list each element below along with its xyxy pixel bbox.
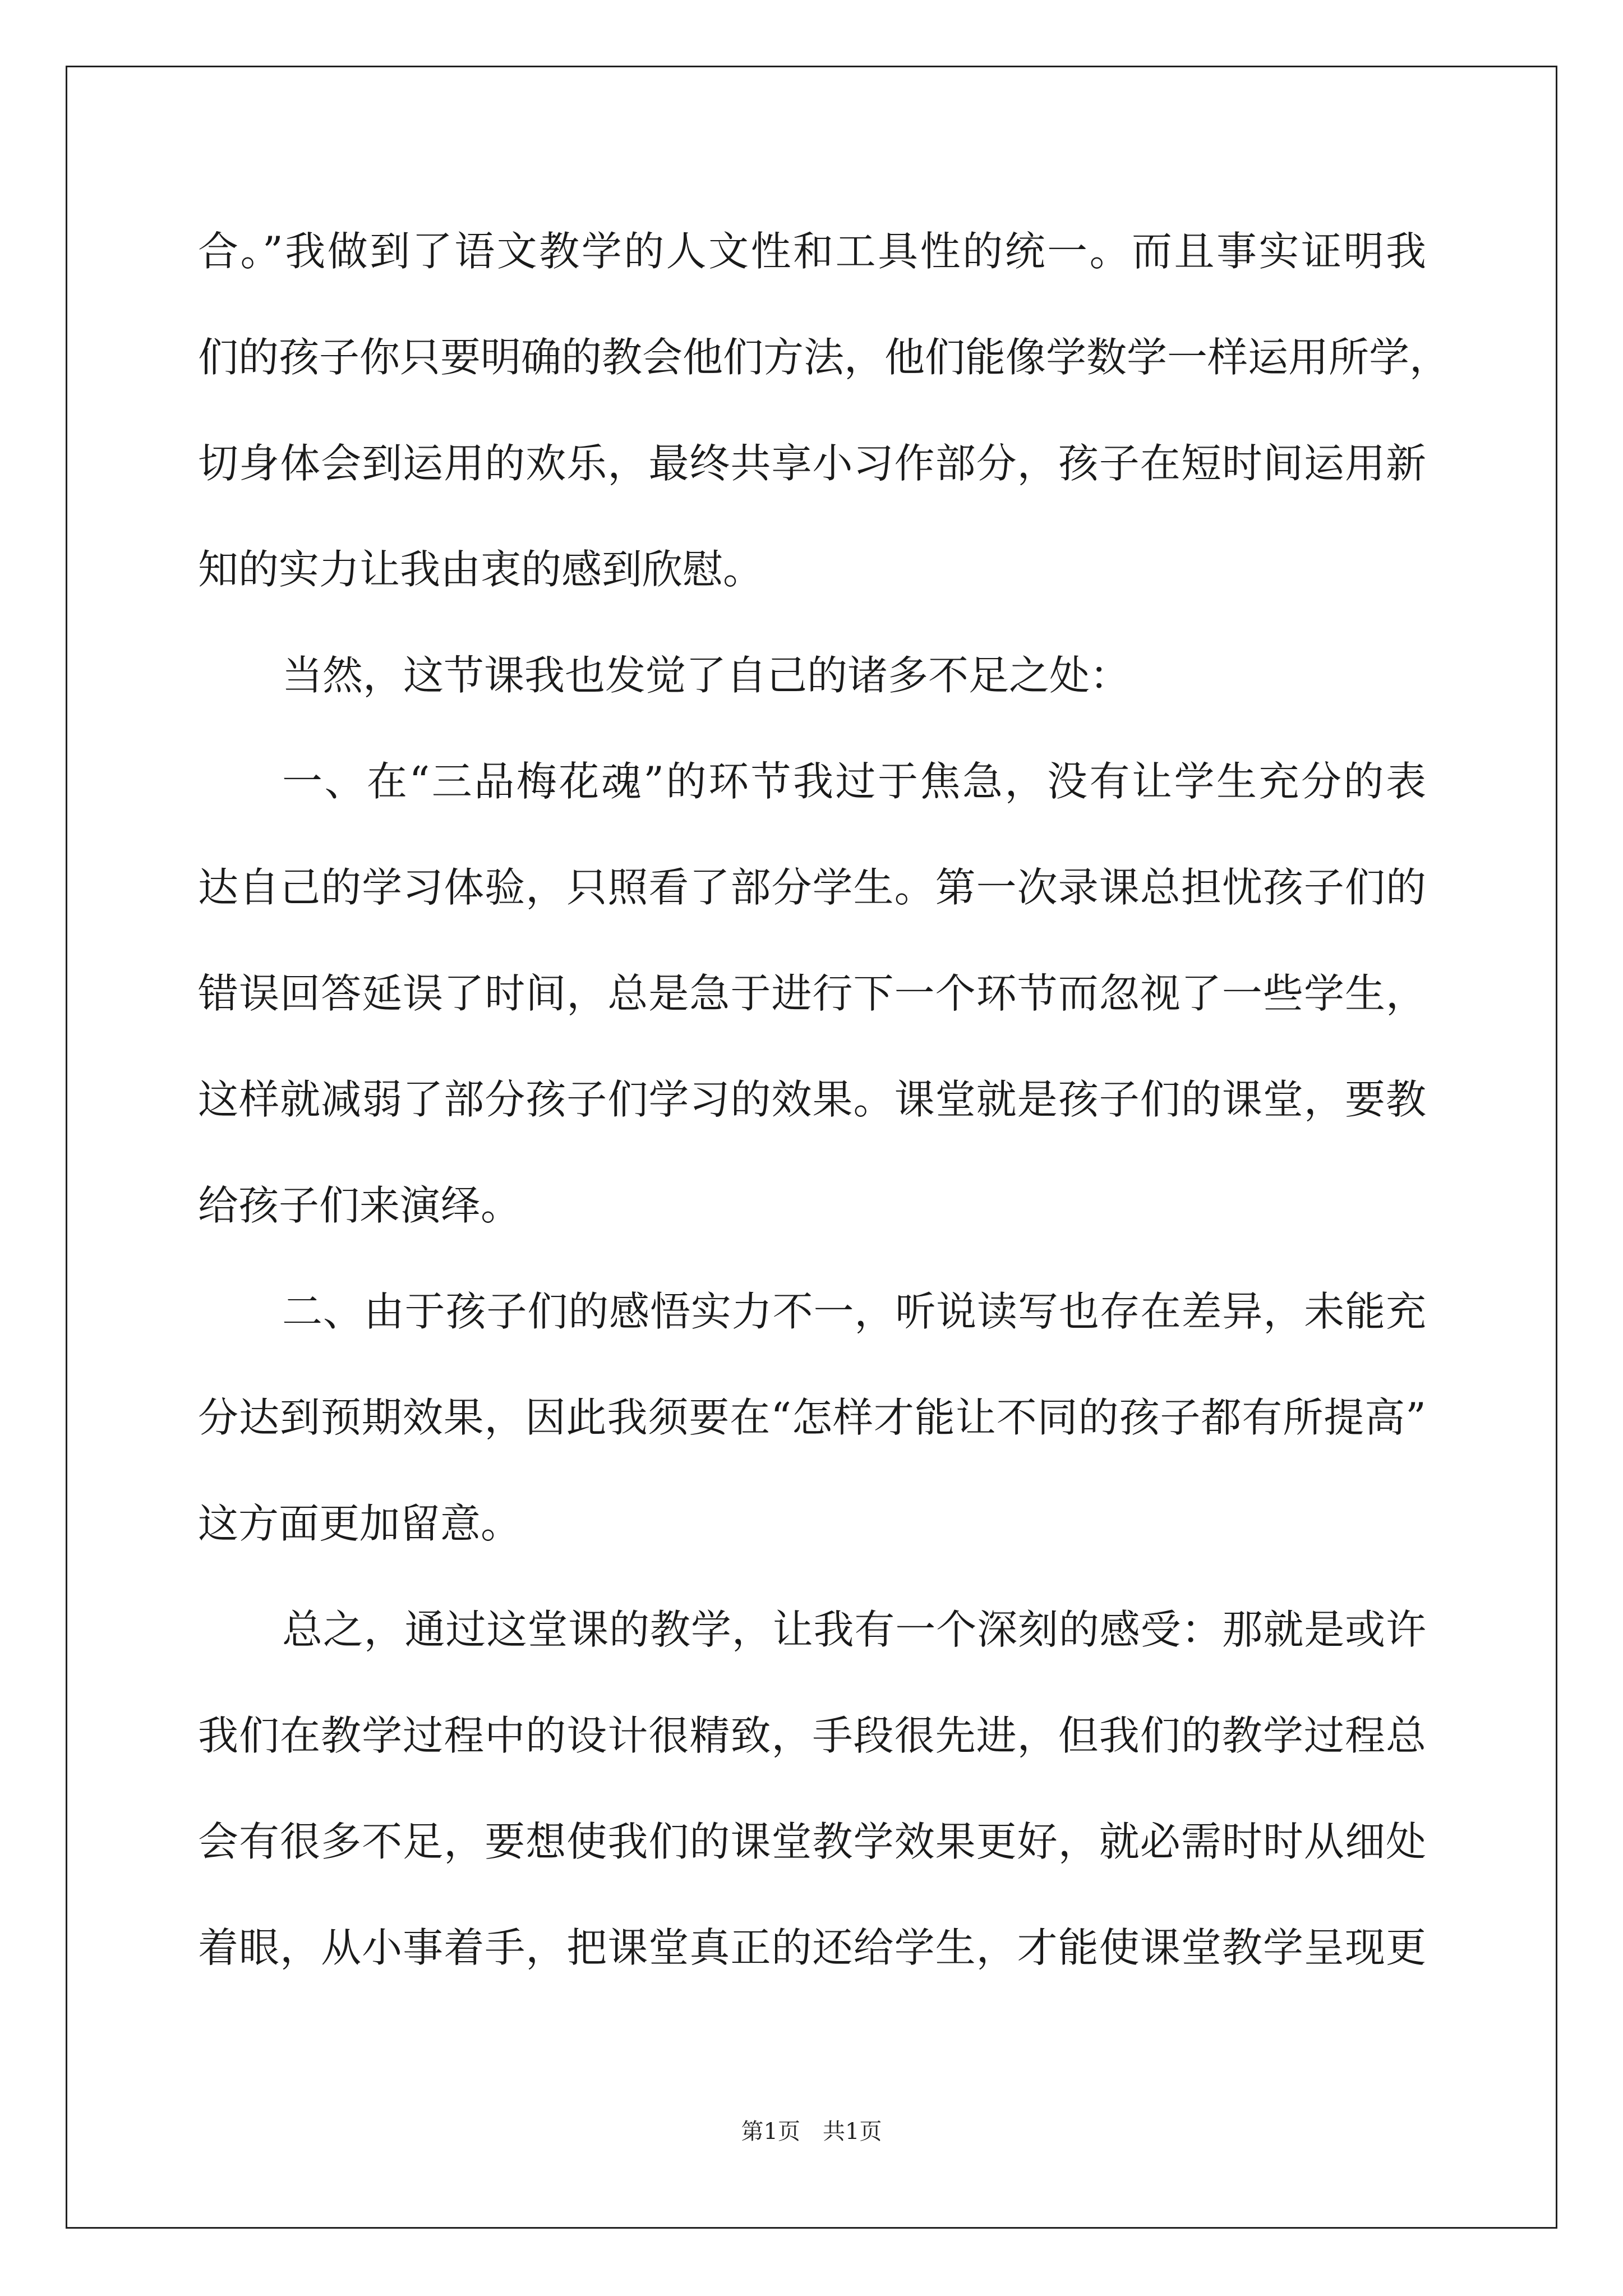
page-footer: 第1页 共1页 <box>741 2119 882 2145</box>
paragraph-start-line: 当然，这节课我也发觉了自己的诸多不足之处： <box>282 652 1131 699</box>
paragraph-start-line: 二、由于孩子们的感悟实力不一，听说读写也存在差异，未能充 <box>282 1288 1426 1335</box>
text-line: 会有很多不足，要想使我们的课堂教学效果更好，就必需时时从细处 <box>198 1818 1426 1865</box>
text-line: 这方面更加留意。 <box>198 1500 522 1547</box>
text-line: 这样就减弱了部分孩子们学习的效果。课堂就是孩子们的课堂，要教 <box>198 1076 1426 1123</box>
text-line: 我们在教学过程中的设计很精致，手段很先进，但我们的教学过程总 <box>198 1712 1426 1759</box>
text-line: 分达到预期效果，因此我须要在“怎样才能让不同的孩子都有所提高” <box>198 1394 1426 1441</box>
paragraph-start-line: 一、在“三品梅花魂”的环节我过于焦急，没有让学生充分的表 <box>282 758 1426 805</box>
text-line: 达自己的学习体验，只照看了部分学生。第一次录课总担忧孩子们的 <box>198 864 1426 911</box>
text-line: 切身体会到运用的欢乐，最终共享小习作部分，孩子在短时间运用新 <box>198 440 1426 487</box>
text-line: 合。”我做到了语文教学的人文性和工具性的统一。而且事实证明我 <box>198 228 1426 275</box>
text-line: 着眼，从小事着手，把课堂真正的还给学生，才能使课堂教学呈现更 <box>198 1924 1426 1971</box>
text-line: 错误回答延误了时间，总是急于进行下一个环节而忽视了一些学生， <box>198 970 1426 1017</box>
text-line: 给孩子们来演绎。 <box>198 1182 522 1229</box>
page-border <box>66 66 1557 2229</box>
text-line: 们的孩子你只要明确的教会他们方法，他们能像学数学一样运用所学， <box>198 334 1450 381</box>
paragraph-start-line: 总之，通过这堂课的教学，让我有一个深刻的感受：那就是或许 <box>282 1606 1426 1653</box>
text-line: 知的实力让我由衷的感到欣慰。 <box>198 546 764 593</box>
